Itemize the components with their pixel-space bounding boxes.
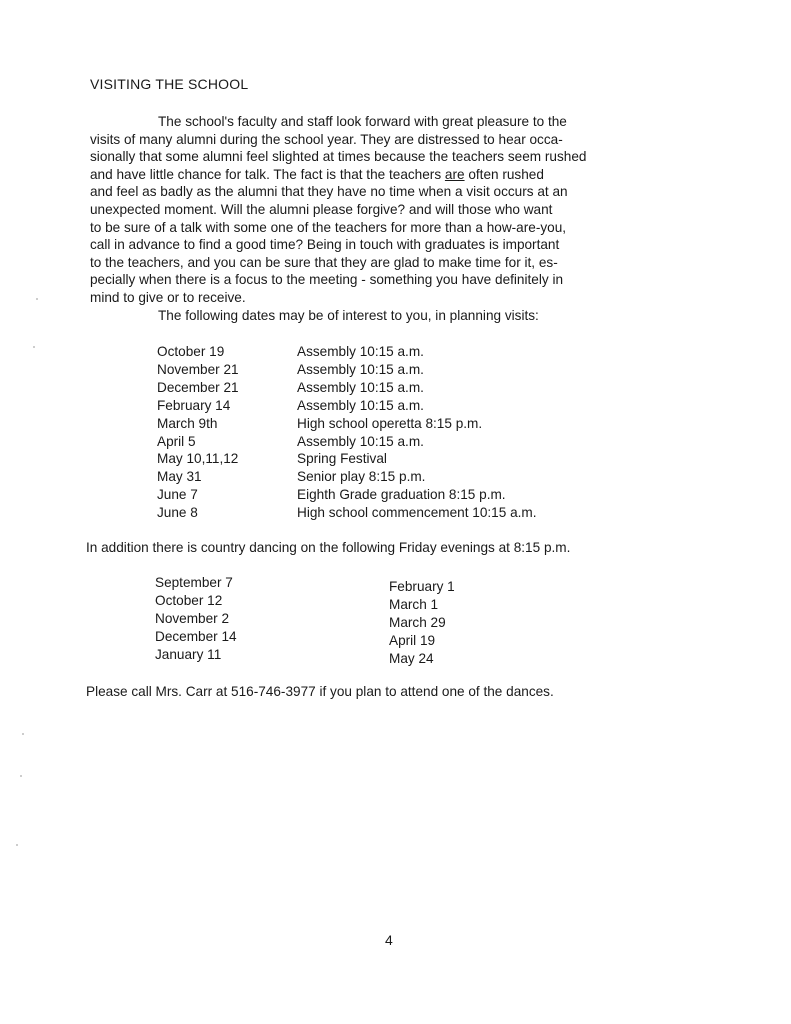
paragraph-line: to the teachers, and you can be sure that they are glad to make time for it, es- [90,254,558,270]
paragraph-line: sionally that some alumni feel slighted at times because the teachers seem rushed [90,149,587,165]
intro-paragraph [90,113,722,324]
scan-speck [16,844,18,846]
section-heading: VISITING THE SCHOOL [90,76,249,92]
schedule-row [157,504,537,522]
paragraph-line: unexpected moment. Will the alumni please forgive? and will those who want [90,201,553,217]
schedule-date: March 9th [157,415,218,431]
schedule-event: Assembly 10:15 a.m. [297,361,424,377]
schedule-date: February 14 [157,397,231,413]
rsvp-note: Please call Mrs. Carr at 516-746-3977 if you plan to attend one of the dances. [86,684,554,699]
schedule-date: June 7 [157,487,198,503]
schedule-row [157,433,537,451]
schedule-date: November 21 [157,361,239,377]
schedule-row [157,397,537,415]
schedule-event: Spring Festival [297,451,387,467]
schedule-date: May 31 [157,469,202,485]
paragraph-line: visits of many alumni during the school year. They are distressed to hear occa- [90,131,563,147]
schedule-event: Eighth Grade graduation 8:15 p.m. [297,487,506,503]
schedule-row [157,450,537,468]
dance-dates-left-column [155,574,237,664]
dance-date: January 11 [155,646,222,662]
paragraph-line-head: and have little chance for talk. The fact is that the teachers [90,166,445,182]
scan-speck [22,733,24,735]
schedule-event: Senior play 8:15 p.m. [297,469,426,485]
dance-date: February 1 [389,579,455,594]
schedule-date: June 8 [157,505,198,521]
visit-schedule [157,343,537,522]
schedule-event: Assembly 10:15 a.m. [297,379,424,395]
paragraph-line-tail: often rushed [464,166,544,182]
schedule-row [157,379,537,397]
dance-date: March 1 [389,596,439,612]
schedule-row [157,415,537,433]
paragraph-line: The following dates may be of interest to you, in planning visits: [158,307,539,323]
dance-date: November 2 [155,610,230,626]
schedule-date: October 19 [157,344,225,359]
paragraph-line: to be sure of a talk with some one of the teachers for more than a how-are-you, [90,219,567,235]
schedule-row [157,468,537,486]
paragraph-line: The school's faculty and staff look forward with great pleasure to the [158,114,567,129]
schedule-row [157,361,537,379]
dance-date: March 29 [389,614,446,630]
schedule-date: December 21 [157,379,239,395]
schedule-row [157,343,537,361]
paragraph-line: mind to give or to receive. [90,289,246,305]
scan-speck [36,298,38,300]
schedule-event: High school commencement 10:15 a.m. [297,505,537,521]
dance-date: September 7 [155,575,233,590]
country-dancing-note: In addition there is country dancing on the following Friday evenings at 8:15 p.m. [86,540,571,555]
dance-date: October 12 [155,592,223,608]
dance-dates-right-column [389,578,455,668]
scan-speck [33,346,35,348]
scan-speck [20,775,22,777]
schedule-event: Assembly 10:15 a.m. [297,344,424,359]
page-number: 4 [385,932,393,948]
schedule-row [157,486,537,504]
schedule-event: High school operetta 8:15 p.m. [297,415,483,431]
dance-date: December 14 [155,628,237,644]
underlined-word: are [444,166,465,182]
schedule-date: May 10,11,12 [157,451,239,467]
dance-date: April 19 [389,632,436,648]
schedule-date: April 5 [157,433,196,449]
dance-date: May 24 [389,650,434,666]
paragraph-line-with-underline [90,166,722,184]
paragraph-line: and feel as badly as the alumni that they have no time when a visit occurs at an [90,184,568,200]
paragraph-line: call in advance to find a good time? Being in touch with graduates is important [90,237,560,253]
paragraph-line: pecially when there is a focus to the meeting - something you have definitely in [90,272,564,288]
schedule-event: Assembly 10:15 a.m. [297,433,424,449]
schedule-event: Assembly 10:15 a.m. [297,397,424,413]
